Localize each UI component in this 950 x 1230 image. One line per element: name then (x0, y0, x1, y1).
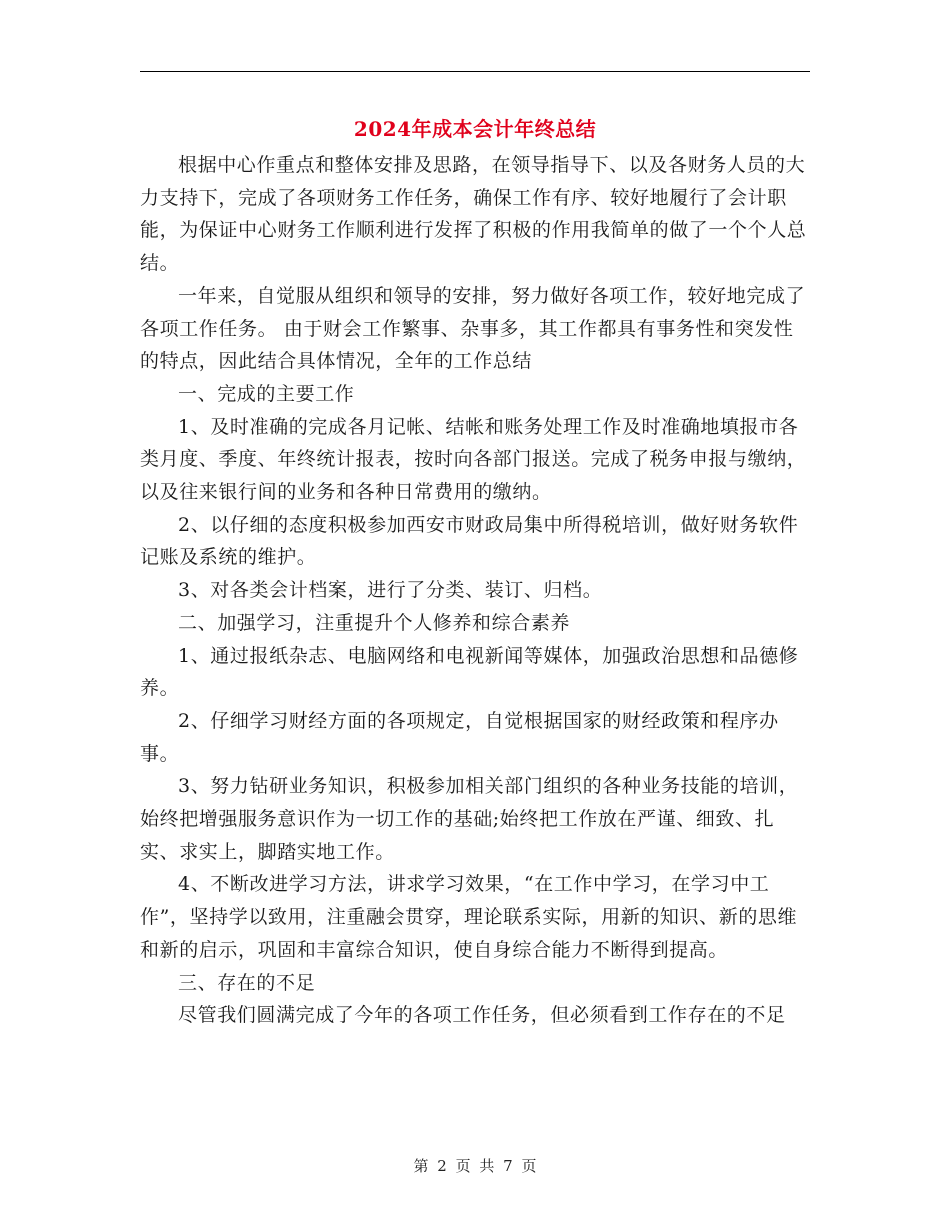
list-item: 4、不断改进学习方法，讲求学习效果，“在工作中学习，在学习中工作”，坚持学以致用，注重融会贯穿，理论联系实际，用新的知识、新的思维和新的启示，巩固和丰富综合知识，使自身综合能力不断得到提高。 (140, 873, 798, 961)
document-title: 2024年成本会计年终总结 (353, 117, 597, 141)
paragraph-shortcomings: 尽管我们圆满完成了今年的各项工作任务，但必须看到工作存在的不足 (178, 1004, 786, 1027)
list-item: 1、通过报纸杂志、电脑网络和电视新闻等媒体，加强政治思想和品德修养。 (140, 644, 799, 700)
section-heading-2: 二、加强学习，注重提升个人修养和综合素养 (178, 611, 571, 634)
list-item: 1、及时准确的完成各月记帐、结帐和账务处理工作及时准确地填报市各类月度、季度、年终统计报表，按时向各部门报送。完成了税务申报与缴纳，以及往来银行间的业务和各种日常费用的缴纳。 (140, 415, 807, 504)
list-item: 2、以仔细的态度积极参加西安市财政局集中所得税培训，做好财务软件记账及系统的维护。 (140, 513, 799, 569)
header-rule (140, 71, 810, 72)
list-item: 3、努力钻研业务知识，积极参加相关部门组织的各种业务技能的培训，始终把增强服务意识作为一切工作的基础;始终把工作放在严谨、细致、扎实、求实上，脚踏实地工作。 (140, 775, 799, 863)
paragraph-overview: 一年来，自觉服从组织和领导的安排，努力做好各项工作，较好地完成了各项工作任务。 由于财会工作繁事、杂事多，其工作都具有事务性和突发性的特点，因此结合具体情况，全年的工作总结 (140, 284, 806, 373)
list-item: 2、仔细学习财经方面的各项规定，自觉根据国家的财经政策和程序办事。 (140, 709, 779, 765)
page-number: 第 2 页 共 7 页 (413, 1157, 537, 1175)
list-item: 3、对各类会计档案，进行了分类、装订、归档。 (178, 579, 603, 602)
section-heading-1: 一、完成的主要工作 (178, 382, 355, 405)
document-body (140, 149, 812, 1032)
section-heading-3: 三、存在的不足 (178, 971, 316, 994)
paragraph-intro: 根据中心作重点和整体安排及思路，在领导指导下、以及各财务人员的大力支持下，完成了各项财务工作任务，确保工作有序、较好地履行了会计职能，为保证中心财务工作顺利进行发挥了积极的作用我简单的做了一个个人总结。 (140, 154, 807, 275)
